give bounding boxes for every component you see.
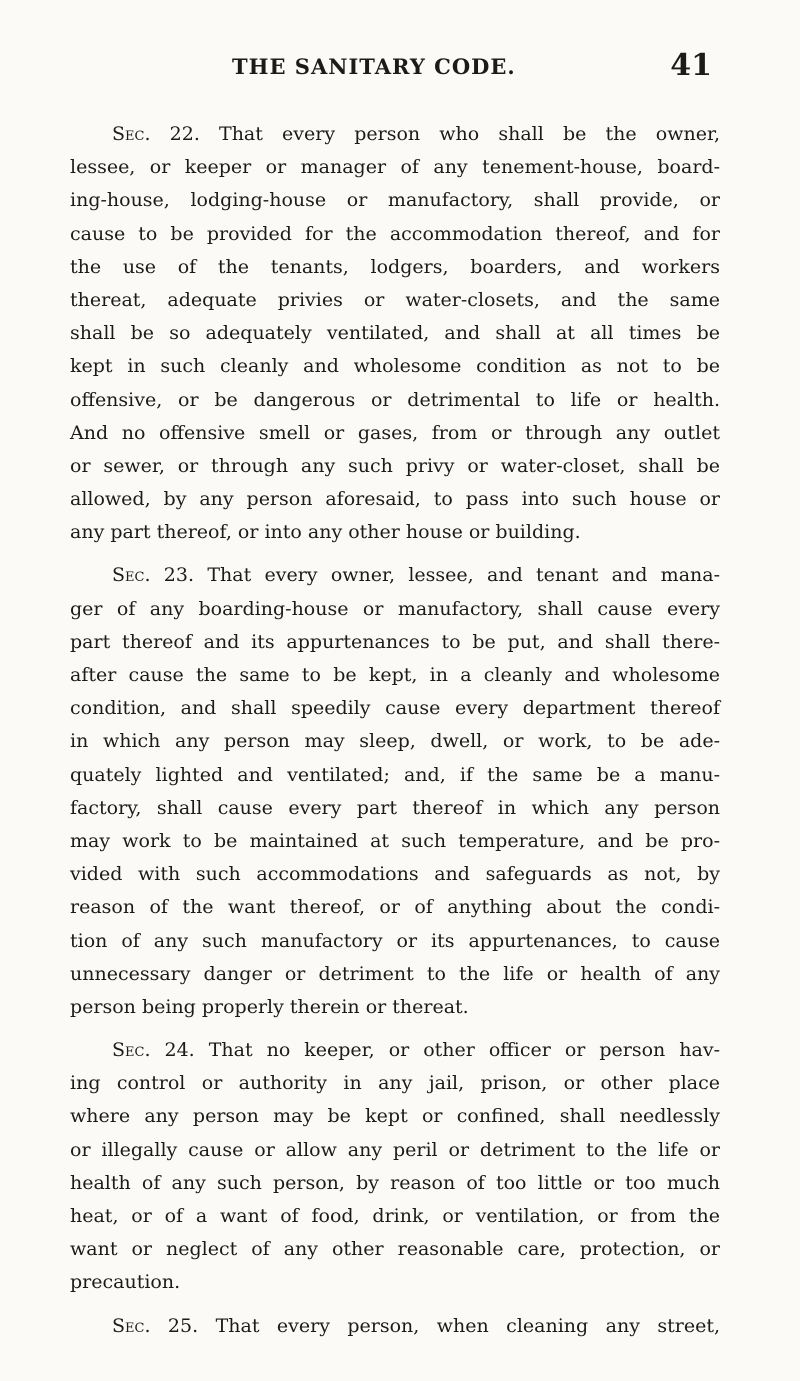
section-label: Sec. 25. — [112, 1314, 199, 1337]
text-line: And no offensive smell or gases, from or through any outlet — [70, 421, 720, 444]
text-line: reason of the want thereof, or of anything about the condi- — [70, 896, 720, 919]
page-number: 41 — [670, 48, 712, 83]
text-line: Sec. 24. That no keeper, or other officer or person hav- — [112, 1039, 720, 1062]
section-label: Sec. 24. — [112, 1039, 195, 1062]
section-label: Sec. 23. — [112, 564, 195, 587]
text-line: thereat, adequate privies or water-closets, and the same — [70, 288, 720, 311]
text-line: heat, or of a want of food, drink, or ventilation, or from the — [70, 1205, 720, 1227]
text-line: unnecessary danger or detriment to the life or health of any — [70, 962, 720, 985]
text-line: quately lighted and ventilated; and, if the same be a manu- — [70, 763, 720, 786]
text-line: factory, shall cause every part thereof in which any person — [70, 796, 720, 819]
text-line: ing control or authority in any jail, prison, or other place — [70, 1072, 720, 1095]
text-line: where any person may be kept or confined, shall needlessly — [70, 1105, 720, 1128]
text-line: the use of the tenants, lodgers, boarders, and workers — [70, 255, 720, 278]
text-line: precaution. — [70, 1271, 181, 1294]
body-text — [70, 118, 720, 1353]
text-line: vided with such accommodations and safeguards as not, by — [70, 863, 720, 886]
text-line: allowed, by any person aforesaid, to pass into such house or — [70, 488, 720, 511]
text-line: want or neglect of any other reasonable care, protection, or — [70, 1238, 720, 1261]
text-line: shall be so adequately ventilated, and shall at all times be — [70, 322, 720, 345]
text-line: lessee, or keeper or manager of any tenement-house, board- — [70, 156, 720, 179]
section-24 — [70, 1034, 720, 1300]
running-head — [232, 48, 712, 86]
text-line: or illegally cause or allow any peril or detriment to the life or — [70, 1138, 720, 1161]
text-line: ger of any boarding-house or manufactory, shall cause every — [70, 597, 720, 620]
text-line: or sewer, or through any such privy or water-closet, shall be — [70, 454, 720, 477]
running-head-title: THE SANITARY CODE. — [232, 54, 516, 79]
section-25 — [70, 1310, 720, 1343]
text-line: kept in such cleanly and wholesome condition as not to be — [70, 355, 720, 378]
text-line: Sec. 25. That every person, when cleaning any street, — [112, 1314, 720, 1337]
text-line: Sec. 22. That every person who shall be the owner, — [112, 123, 720, 145]
text-line: ing-house, lodging-house or manufactory, shall provide, or — [70, 189, 720, 212]
text-line: offensive, or be dangerous or detrimental to life or health. — [70, 388, 720, 411]
text-line: in which any person may sleep, dwell, or work, to be ade- — [70, 730, 720, 753]
text-line: tion of any such manufactory or its appurtenances, to cause — [70, 929, 720, 952]
text-line: person being properly therein or thereat. — [70, 995, 469, 1018]
text-line: Sec. 23. That every owner, lessee, and tenant and mana- — [112, 564, 721, 587]
text-line: after cause the same to be kept, in a cleanly and wholesome — [70, 664, 720, 686]
section-22 — [70, 118, 720, 549]
text-line: cause to be provided for the accommodation thereof, and for — [70, 222, 720, 245]
text-line: health of any such person, by reason of too little or too much — [70, 1171, 720, 1194]
text-line: may work to be maintained at such temperature, and be pro- — [70, 829, 720, 852]
text-line: any part thereof, or into any other house or building. — [70, 521, 581, 544]
section-label: Sec. 22. — [112, 123, 200, 145]
text-line: condition, and shall speedily cause every department thereof — [70, 697, 720, 720]
text-line: part thereof and its appurtenances to be put, and shall there- — [70, 630, 720, 653]
section-23 — [70, 559, 720, 1024]
